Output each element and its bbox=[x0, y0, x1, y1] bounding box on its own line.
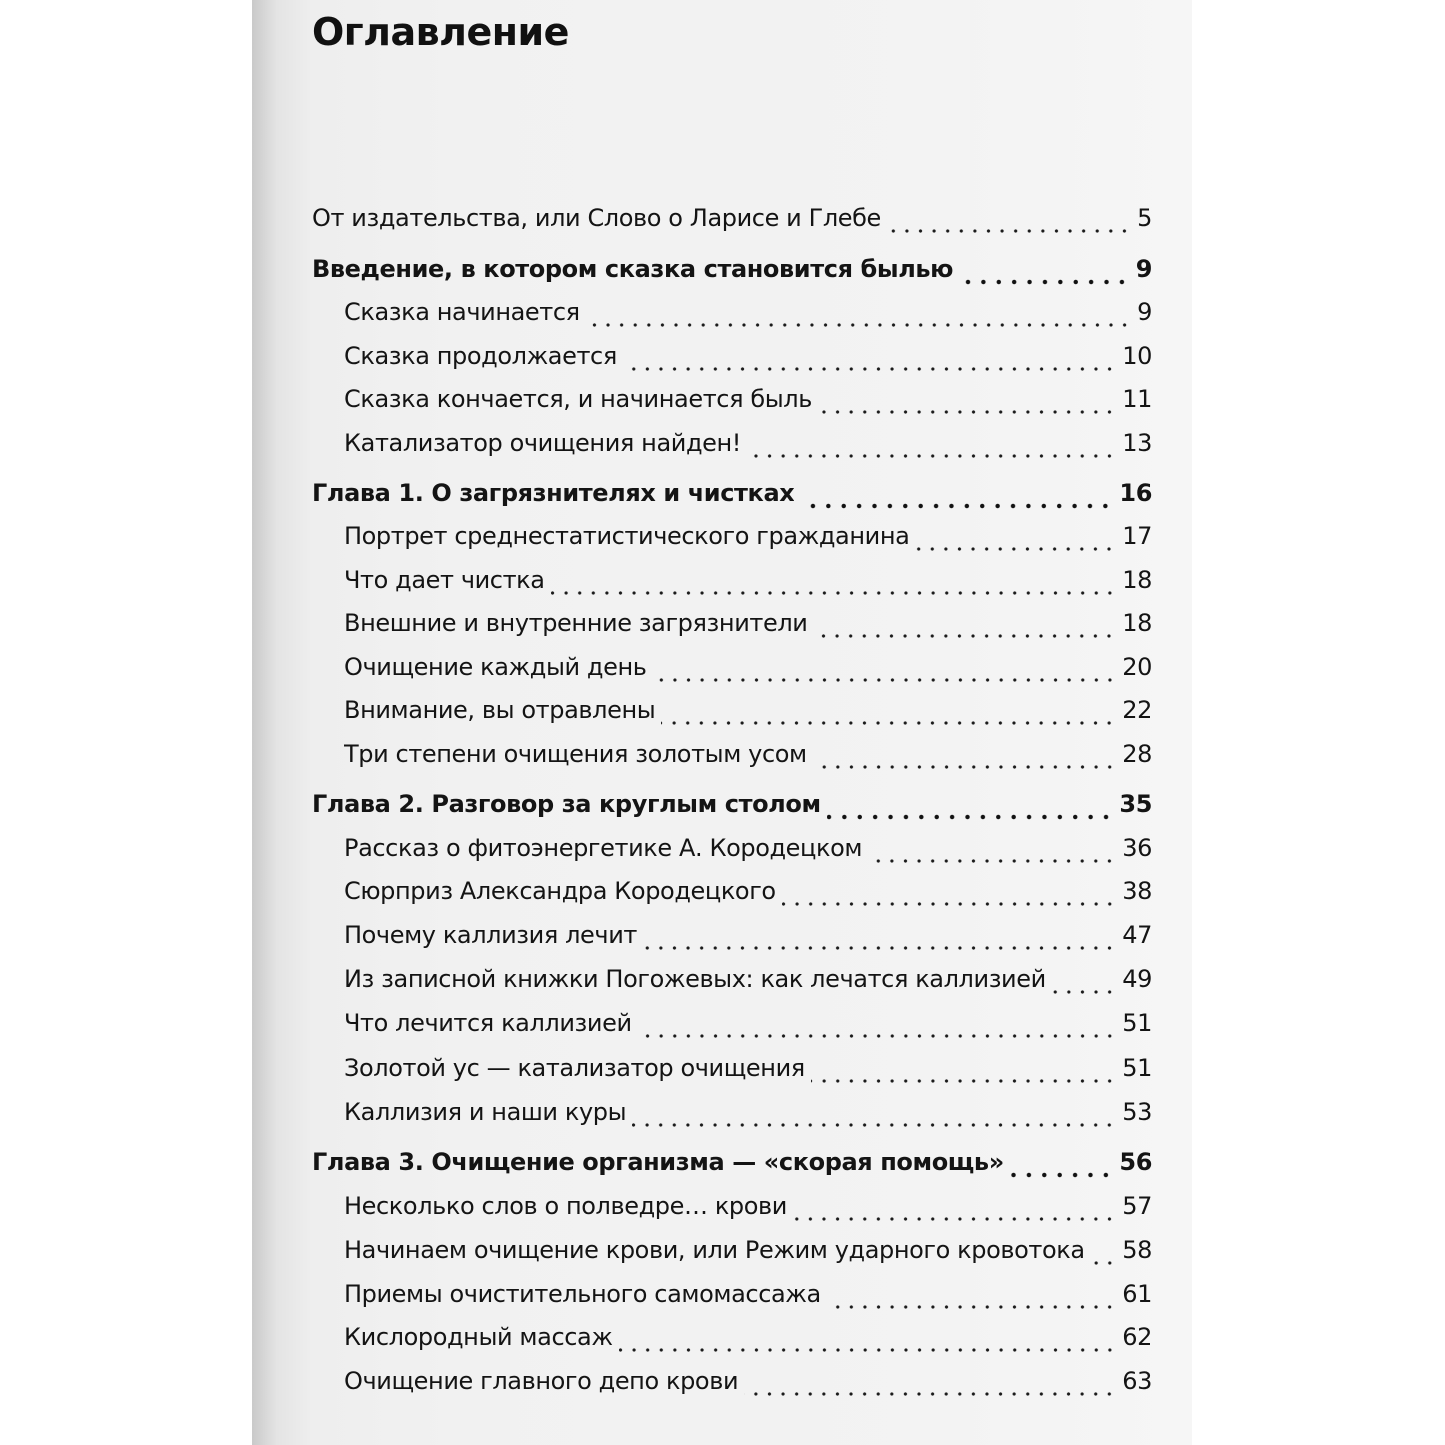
entry-title: Сказка продолжается bbox=[344, 342, 617, 370]
entry-page-number: 58 bbox=[1122, 1236, 1152, 1264]
toc-section-entry bbox=[344, 381, 1152, 417]
dot-leader bbox=[744, 1363, 1116, 1399]
dot-leader bbox=[868, 830, 1116, 866]
entry-page-number: 28 bbox=[1122, 740, 1152, 768]
entry-title: Приемы очистительного самомассажа bbox=[344, 1280, 821, 1308]
entry-title: Внешние и внутренние загрязнители bbox=[344, 609, 808, 637]
entry-title: Введение, в котором сказка становится былью bbox=[312, 255, 954, 283]
entry-page-number: 49 bbox=[1122, 965, 1152, 993]
toc-entry bbox=[312, 200, 1152, 236]
dot-leader bbox=[793, 1188, 1116, 1224]
entry-page-number: 22 bbox=[1122, 696, 1152, 724]
entry-title: Три степени очищения золотым усом bbox=[344, 740, 807, 768]
toc-section-entry bbox=[344, 961, 1152, 997]
entry-title: Сказка кончается, и начинается быль bbox=[344, 385, 812, 413]
entry-page-number: 53 bbox=[1122, 1098, 1152, 1126]
entry-title: Кислородный массаж bbox=[344, 1323, 613, 1351]
entry-title: Катализатор очищения найден! bbox=[344, 429, 742, 457]
entry-page-number: 35 bbox=[1119, 790, 1152, 818]
entry-page-number: 13 bbox=[1122, 429, 1152, 457]
entry-title: Сюрприз Александра Кородецкого bbox=[344, 877, 776, 905]
dot-leader bbox=[623, 338, 1116, 374]
entry-title: Начинаем очищение крови, или Режим ударного кровотока bbox=[344, 1236, 1085, 1264]
entry-title: Очищение главного депо крови bbox=[344, 1367, 739, 1395]
toc-section-entry bbox=[344, 294, 1152, 330]
dot-leader bbox=[813, 605, 1116, 641]
dot-leader bbox=[586, 294, 1131, 330]
entry-page-number: 20 bbox=[1122, 653, 1152, 681]
entry-page-number: 63 bbox=[1122, 1367, 1152, 1395]
dot-leader bbox=[643, 917, 1116, 953]
toc-section-entry bbox=[344, 873, 1152, 909]
dot-leader bbox=[813, 736, 1117, 772]
entry-page-number: 47 bbox=[1122, 921, 1152, 949]
dot-leader bbox=[747, 425, 1116, 461]
entry-title: Из записной книжки Погожевых: как лечатся каллизией bbox=[344, 965, 1046, 993]
toc-section-entry bbox=[344, 830, 1152, 866]
entry-page-number: 56 bbox=[1119, 1148, 1152, 1176]
dot-leader bbox=[811, 1050, 1116, 1086]
toc-section-entry bbox=[344, 1276, 1152, 1312]
book-page bbox=[252, 0, 1192, 1445]
dot-leader bbox=[632, 1094, 1116, 1130]
entry-page-number: 51 bbox=[1122, 1054, 1152, 1082]
dot-leader bbox=[959, 251, 1130, 287]
entry-title: Что лечится каллизией bbox=[344, 1009, 632, 1037]
dot-leader bbox=[782, 873, 1117, 909]
entry-page-number: 10 bbox=[1122, 342, 1152, 370]
dot-leader bbox=[915, 518, 1116, 554]
entry-page-number: 57 bbox=[1122, 1192, 1152, 1220]
toc-chapter-entry bbox=[312, 1144, 1152, 1180]
dot-leader bbox=[887, 200, 1131, 236]
entry-title: Глава 1. О загрязнителях и чистках bbox=[312, 479, 795, 507]
toc-section-entry bbox=[344, 1363, 1152, 1399]
toc-section-entry bbox=[344, 1232, 1152, 1268]
entry-title: Каллизия и наши куры bbox=[344, 1098, 627, 1126]
dot-leader bbox=[827, 786, 1114, 822]
entry-page-number: 36 bbox=[1122, 834, 1152, 862]
toc-section-entry bbox=[344, 562, 1152, 598]
dot-leader bbox=[1010, 1144, 1114, 1180]
dot-leader bbox=[800, 475, 1113, 511]
toc-section-entry bbox=[344, 649, 1152, 685]
entry-title: Сказка начинается bbox=[344, 298, 580, 326]
toc-section-entry bbox=[344, 692, 1152, 728]
entry-page-number: 51 bbox=[1122, 1009, 1152, 1037]
dot-leader bbox=[1052, 961, 1116, 997]
toc-section-entry bbox=[344, 1319, 1152, 1355]
dot-leader bbox=[661, 692, 1116, 728]
dot-leader bbox=[827, 1276, 1116, 1312]
entry-title: Внимание, вы отравлены bbox=[344, 696, 656, 724]
toc-section-entry bbox=[344, 605, 1152, 641]
entry-title: Глава 2. Разговор за круглым столом bbox=[312, 790, 821, 818]
page-title: Оглавление bbox=[312, 10, 569, 54]
entry-title: Портрет среднестатистического гражданина bbox=[344, 522, 910, 550]
toc-section-entry bbox=[344, 425, 1152, 461]
toc-chapter-entry bbox=[312, 475, 1152, 511]
toc-section-entry bbox=[344, 736, 1152, 772]
entry-page-number: 61 bbox=[1122, 1280, 1152, 1308]
dot-leader bbox=[818, 381, 1116, 417]
toc-section-entry bbox=[344, 1094, 1152, 1130]
dot-leader bbox=[653, 649, 1117, 685]
entry-title: Золотой ус — катализатор очищения bbox=[344, 1054, 805, 1082]
entry-page-number: 5 bbox=[1137, 204, 1152, 232]
dot-leader bbox=[619, 1319, 1117, 1355]
entry-title: Что дает чистка bbox=[344, 566, 545, 594]
dot-leader bbox=[1091, 1232, 1117, 1268]
entry-page-number: 11 bbox=[1122, 385, 1152, 413]
toc-section-entry bbox=[344, 518, 1152, 554]
entry-page-number: 18 bbox=[1122, 609, 1152, 637]
entry-page-number: 38 bbox=[1122, 877, 1152, 905]
dot-leader bbox=[551, 562, 1117, 598]
entry-title: Очищение каждый день bbox=[344, 653, 647, 681]
entry-page-number: 17 bbox=[1122, 522, 1152, 550]
toc-section-entry bbox=[344, 917, 1152, 953]
entry-page-number: 62 bbox=[1122, 1323, 1152, 1351]
toc-section-entry bbox=[344, 338, 1152, 374]
entry-title: От издательства, или Слово о Ларисе и Глебе bbox=[312, 204, 881, 232]
entry-page-number: 9 bbox=[1135, 255, 1152, 283]
dot-leader bbox=[638, 1005, 1117, 1041]
entry-title: Почему каллизия лечит bbox=[344, 921, 637, 949]
toc-chapter-entry bbox=[312, 786, 1152, 822]
toc-chapter-entry bbox=[312, 251, 1152, 287]
entry-page-number: 9 bbox=[1137, 298, 1152, 326]
toc-section-entry bbox=[344, 1005, 1152, 1041]
toc-section-entry bbox=[344, 1050, 1152, 1086]
entry-page-number: 16 bbox=[1119, 479, 1152, 507]
entry-title: Глава 3. Очищение организма — «скорая помощь» bbox=[312, 1148, 1004, 1176]
entry-title: Несколько слов о полведре… крови bbox=[344, 1192, 787, 1220]
toc-section-entry bbox=[344, 1188, 1152, 1224]
entry-page-number: 18 bbox=[1122, 566, 1152, 594]
entry-title: Рассказ о фитоэнергетике А. Кородецком bbox=[344, 834, 863, 862]
